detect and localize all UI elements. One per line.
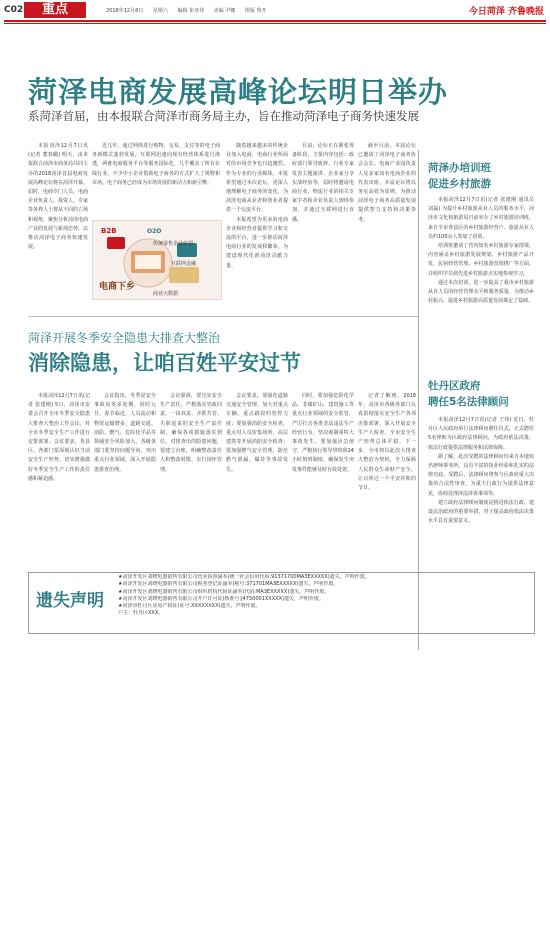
notice-line: ★菏泽开发区刘晓电器销售有限公司营业执照副本(统一社会信用代码:91371700MA3EXXXXX)遗失，声明作废。: [118, 574, 370, 580]
sidebar-paragraph: 本报菏泽12月7日讯(记者 张建刚 通讯员 刘磊) 为提升乡村旅游从业人员的服务水平，菏泽市文化和旅游局日前举办了乡村旅游培训班，来自全市各县区的乡村旅游经营户、旅游从业人员约100余人参加了培训。: [428, 197, 534, 240]
header-rule: [4, 20, 546, 22]
sidebar-paragraph: 培训班邀请了省内知名乡村旅游专家授课，内容涵盖乡村旅游发展规划、乡村旅游产品开发、民宿经营管理、乡村旅游营销推广等方面，并组织学员到先进乡村旅游点实地参观学习。: [428, 243, 534, 277]
section2-paragraph: 本报菏泽12月7日讯(记者 张建刚) 5日，菏泽市安委会召开全市冬季安全隐患大排查大整治工作会议，对全市冬季安全生产工作进行安排部署。会议要求，各县区、各部门要深刻认识当前安全生产形势，切实增强做好冬季安全生产工作的责任感和紧迫感。: [28, 393, 90, 482]
sidebar-story2-title: [428, 378, 509, 410]
sidebar-story2-title-line2: 聘任5名法律顾问: [428, 396, 509, 408]
illus-label-o2o: O2O: [147, 228, 162, 235]
page-number: C02: [4, 5, 24, 15]
main-article-col3: [226, 142, 288, 314]
notice-lines: [118, 574, 528, 618]
newspaper-brand: 今日菏泽 齐鲁晚报: [468, 7, 544, 17]
ecommerce-illustration: [92, 220, 222, 300]
section2-paragraph: 会议指出，冬季是安全事故易发多发期，同时元旦、春节临近，人员流动和物资运输增多，道路交通、消防、燃气、危险化学品等领域安全风险加大。各级各部门要坚持问题导向，突出重点行业领域，深入开展隐患排查治理。: [94, 393, 156, 473]
notice-label: 遗失声明: [36, 591, 104, 611]
sidebar-story1-body: [428, 196, 534, 368]
section2-paragraph: 会议强调，要压实安全生产责任，严格落实党政同责、一岗双责、齐抓共管、失职追责的安全生产责任制，确保各项措施落实到位。对排查出的隐患问题，要建立台账，明确整改责任人和整改时限，实行闭环管理。: [160, 393, 222, 473]
main-headline: 菏泽电商发展高峰论坛明日举办: [28, 75, 449, 109]
main-article-col4: [292, 142, 354, 314]
main-paragraph: 近几年，通过网络进行购物，交易、支付等的电子商务新模式蓬勃发展，互联网迅速向现有经营体系进行渗透，两淮电商服务平台等服务国际化，几乎覆盖了所有在线行业，不少中小企业借助电子商务的方式扩大了视野和市场。电子商务已经成为市场发展的新动力和新引擎。: [92, 143, 220, 186]
notice-line: ★菏泽市牡丹区房屋产权证(证号:XXXXXXXX)遗失，声明作废。: [118, 603, 261, 610]
section2-col6: [358, 392, 416, 564]
section2-paragraph: 会议要求，要强化道路交通安全管理，加大对重点车辆、重点路段的管控力度；要加强消防安全检查，重点对人员密集场所、高层建筑等开展消防安全检查；要加强燃气安全管理，防范燃气泄漏、爆炸等事故发生。: [226, 393, 288, 473]
sidebar-story2-body: [428, 416, 534, 568]
proof-credit: 组版 鲁开: [244, 8, 267, 14]
sidebar-story2-title-line1: 牡丹区政府: [428, 380, 481, 392]
illus-label-bigdata: 商业大数据: [153, 291, 179, 297]
notice-line: 户主：牡丹区XXX。: [118, 610, 164, 617]
main-paragraph: 本报菏泽12月7日讯(记者 董春璐) 明天，由本报联合菏泽市商务局共同主办的2018菏泽首届电商发展高峰论坛将在菏泽开幕。届时，电商专门人员、电商企业负责人、投资人、专家等各界人士将从不同的立场和视角，聚焦分析菏泽电商产业的发展与新现态势，以推动菏泽电子商务快速发展。: [28, 143, 88, 251]
section-divider: [28, 316, 418, 317]
section2-kicker: 菏泽开展冬季安全隐患大排查大整治: [28, 331, 221, 345]
section2-paragraph: 同时，要加强危险化学品、非煤矿山、建筑施工等重点行业领域的安全监管，严厉打击各类非法违法生产经营行为，坚决遏制重特大事故发生。要加强应急值守，严格执行领导带班和24小时值班制度，确保发生突发事件能够及时有效处置。: [292, 393, 354, 473]
main-paragraph: 截至目前，本届论坛已邀请了菏泽电子商务协会会长、电商产业园负责人及多家知名电商企业的代表出席。本届论坛将以务实高效为原则，为推动菏泽电子商务高质量发展提供智力支持和决策参考。: [358, 143, 416, 223]
illus-label-finance: 互联网金融: [171, 261, 197, 267]
issue-date: 2018年12月8日: [106, 8, 144, 14]
illus-label-b2b: B2B: [101, 227, 117, 235]
header-meta: [106, 7, 274, 14]
header-rule-thin: [4, 23, 546, 24]
section2-col1: [28, 392, 90, 564]
sidebar-paragraph: 据了解，此次受聘的法律顾问均来自本地知名律师事务所，具有丰富的执业经验和扎实的法律功底。受聘后，法律顾问将参与区政府重大决策的合法性审查，为重大行政行为提供法律意见，协助处理涉法涉诉事项等。: [428, 453, 534, 497]
editor-credit: 编辑 崔亚伟: [177, 8, 205, 14]
section2-col2: [94, 392, 156, 564]
illus-label-retail: 传统零售企业转型: [153, 241, 194, 247]
issue-weekday: 星期六: [152, 8, 168, 14]
notice-line: ★菏泽开发区刘晓电器销售有限公司税务登记证副本(税号:371701MA3EXXXXX)遗失，声明作废。: [118, 581, 339, 588]
section2-col4: [226, 392, 288, 564]
sidebar-paragraph: 通过本次培训，进一步提高了我市乡村旅游从业人员的经营管理水平和服务质量，为推动乡村振兴、促进乡村旅游高质量发展奠定了基础。: [428, 279, 534, 305]
sidebar-story1-title-line1: 菏泽办培训班: [428, 162, 491, 174]
sidebar-story1-title-line2: 促进乡村旅游: [428, 178, 491, 190]
main-paragraph: 本报希望为更多的电商企业和经营者提供学习和交流的平台，进一步推动菏泽电商行业的发展和繁荣，为建设现代化新菏泽贡献力量。: [226, 216, 288, 269]
sidebar-story1-title: [428, 160, 491, 192]
main-paragraph: 随着越来越多的传统企业加入电商，电商行业所面对的市场竞争也日趋激烈。作为专业的行业媒体，本报希望通过本次论坛，更深入地理解电子商务的变化，为菏泽电商从业者和创业者提供一个交流平台。: [226, 143, 288, 214]
ecommerce-illustration-graphic: [93, 221, 221, 299]
main-article-col1: [28, 142, 88, 314]
design-credit: 美编 尹娜: [213, 8, 236, 14]
section-tag: 重点: [24, 2, 86, 18]
section2-headline: 消除隐患，让咱百姓平安过节: [28, 350, 301, 375]
main-article-col2: [92, 142, 220, 218]
section2-col5: [292, 392, 354, 564]
sidebar-paragraph: 本报菏泽12月7日讯(记者 王伟) 近日，牡丹区人民政府举行法律顾问聘任仪式，正式聘任5名律师为区政府法律顾问，为政府依法决策、依法行政提供法律服务和法律保障。: [428, 417, 534, 451]
section2-paragraph: 记者了解到，2018年，菏泽市各级各部门认真贯彻落实安全生产各项决策部署，深入开展安全生产大检查，全市安全生产形势总体平稳。下一步，全市将以此次大排查大整治为契机，全力保障人民群众生命财产安全，让百姓过一个平安祥和的节日。: [358, 393, 416, 492]
section2-col3: [160, 392, 222, 564]
notice-line: ★菏泽开发区刘晓电器销售有限公司组织机构代码证副本(代码:MA3EXXXXX)遗失，声明作废。: [118, 588, 330, 595]
sidebar-paragraph: 建立政府法律顾问制度是推进依法行政、建设法治政府的重要举措，对于提高政府依法决策水平具有重要意义。: [428, 499, 534, 525]
main-subheadline: 系菏泽首届，由本报联合菏泽市商务局主办，旨在推动菏泽电子商务快速发展: [28, 109, 419, 123]
illus-label-rural: 电商下乡: [99, 282, 136, 292]
main-paragraph: 目前，论坛正在紧张筹备阶段，主要内容包括：政府部门领导致辞、行业专家发表主题演讲、企业家分享实战经验等，届时将邀请电商行业、物流行业的相关专家学者和企业负责人到场参加，并通过互联网进行直播。: [292, 143, 354, 223]
main-article-col5: [358, 142, 416, 314]
notice-line: ★菏泽开发区刘晓电器销售有限公司开户许可证(核准号:J4750001XXXXX)遗失，声明作废。: [118, 595, 324, 602]
